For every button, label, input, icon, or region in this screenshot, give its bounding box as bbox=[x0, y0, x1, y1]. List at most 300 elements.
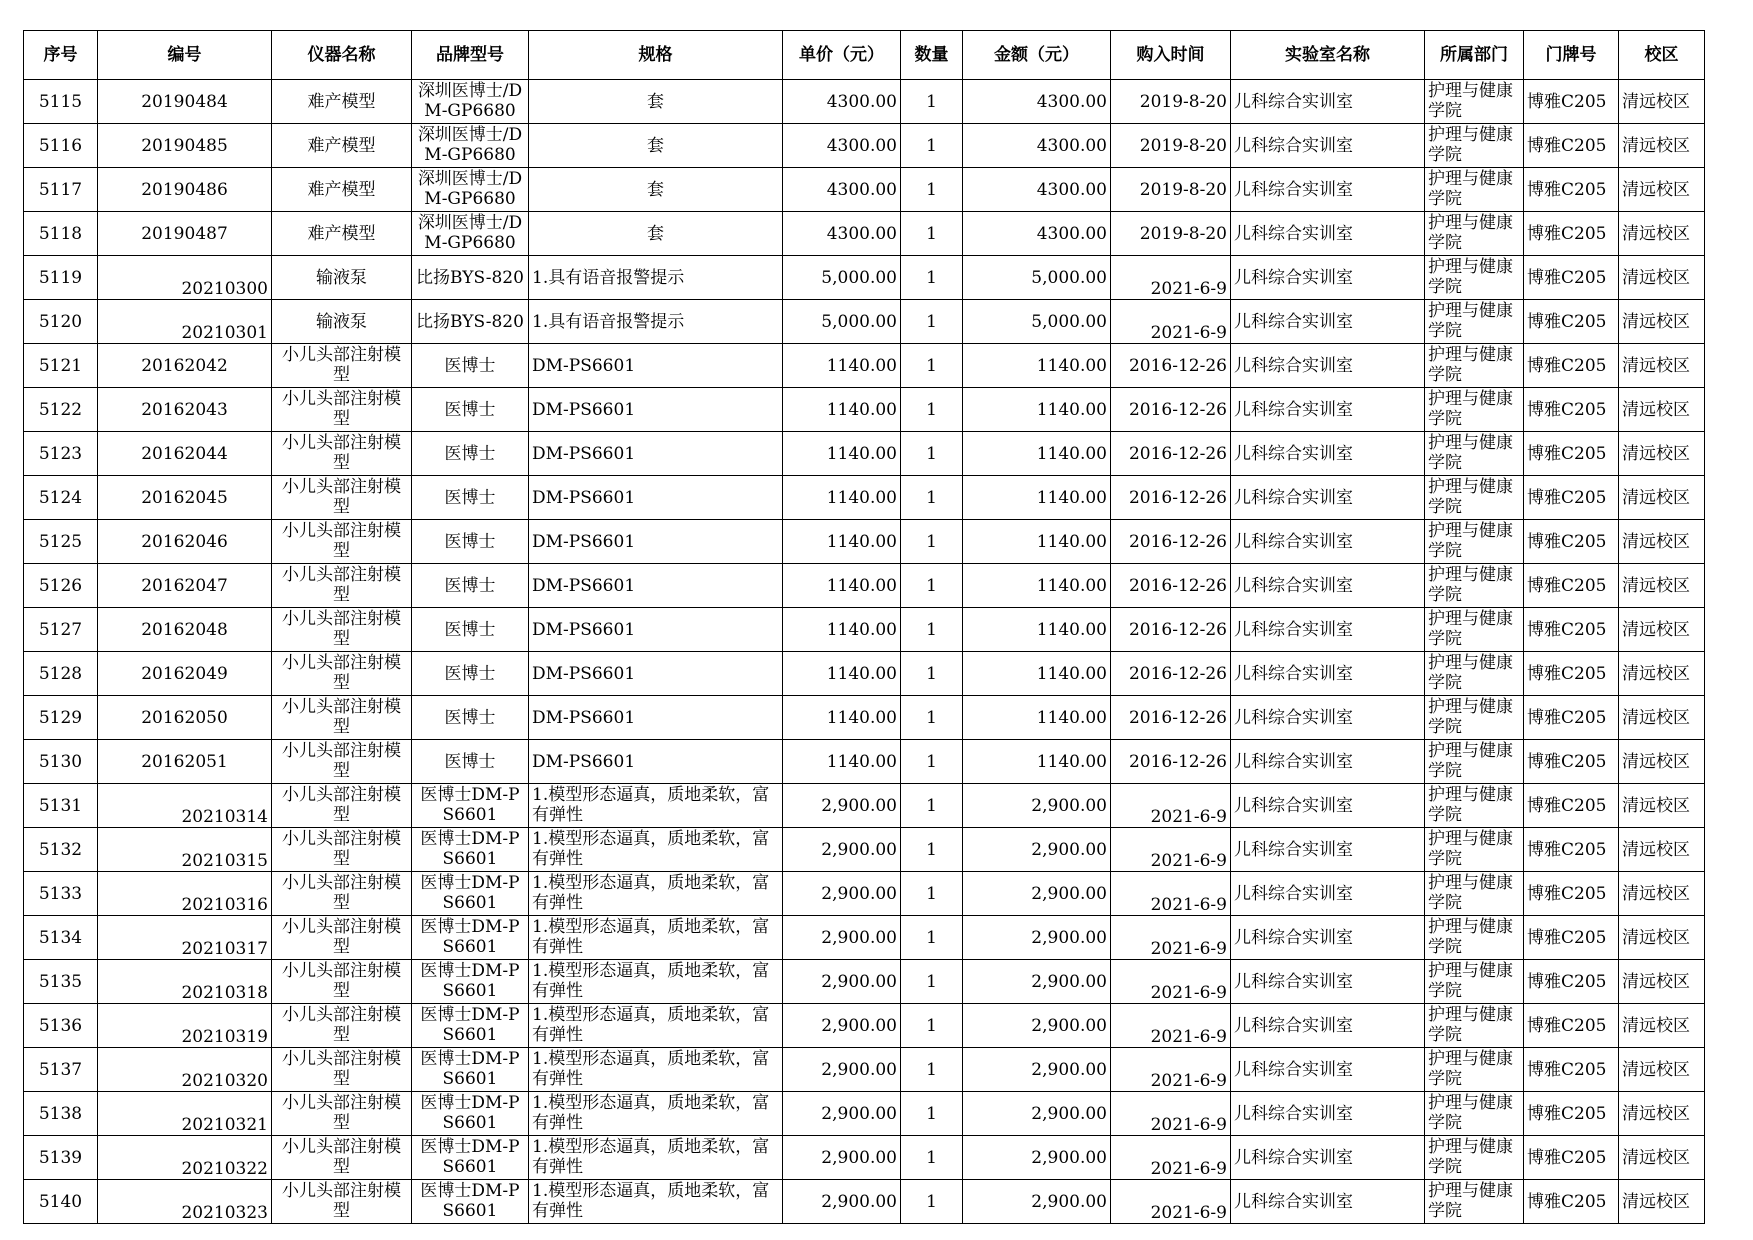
cell-brand[interactable] bbox=[412, 432, 529, 476]
table-row[interactable] bbox=[24, 1004, 1705, 1048]
cell-qty[interactable] bbox=[901, 1048, 963, 1092]
cell-date[interactable] bbox=[1111, 740, 1231, 784]
cell-date[interactable] bbox=[1111, 1048, 1231, 1092]
cell-campus[interactable] bbox=[1619, 80, 1705, 124]
table-row[interactable] bbox=[24, 1048, 1705, 1092]
cell-price[interactable] bbox=[783, 1092, 901, 1136]
header-lab[interactable]: 实验室名称 bbox=[1231, 31, 1425, 80]
cell-dept[interactable] bbox=[1425, 872, 1524, 916]
cell-seq[interactable] bbox=[24, 652, 98, 696]
cell-dept[interactable] bbox=[1425, 916, 1524, 960]
cell-name[interactable] bbox=[272, 432, 412, 476]
cell-room[interactable] bbox=[1524, 1048, 1619, 1092]
cell-lab[interactable] bbox=[1231, 344, 1425, 388]
cell-price[interactable] bbox=[783, 1136, 901, 1180]
header-name[interactable]: 仪器名称 bbox=[272, 31, 412, 80]
cell-date[interactable] bbox=[1111, 388, 1231, 432]
cell-name[interactable] bbox=[272, 124, 412, 168]
cell-date[interactable] bbox=[1111, 168, 1231, 212]
cell-dept[interactable] bbox=[1425, 300, 1524, 344]
cell-lab[interactable] bbox=[1231, 916, 1425, 960]
header-code[interactable]: 编号 bbox=[98, 31, 272, 80]
cell-amount[interactable] bbox=[963, 652, 1111, 696]
cell-price[interactable] bbox=[783, 432, 901, 476]
cell-campus[interactable] bbox=[1619, 784, 1705, 828]
cell-date[interactable] bbox=[1111, 1004, 1231, 1048]
cell-date[interactable] bbox=[1111, 1136, 1231, 1180]
cell-code[interactable] bbox=[98, 520, 272, 564]
cell-qty[interactable] bbox=[901, 124, 963, 168]
cell-room[interactable] bbox=[1524, 960, 1619, 1004]
cell-brand[interactable] bbox=[412, 696, 529, 740]
cell-room[interactable] bbox=[1524, 476, 1619, 520]
cell-qty[interactable] bbox=[901, 608, 963, 652]
cell-campus[interactable] bbox=[1619, 520, 1705, 564]
cell-room[interactable] bbox=[1524, 212, 1619, 256]
cell-date[interactable] bbox=[1111, 1180, 1231, 1224]
cell-price[interactable] bbox=[783, 608, 901, 652]
cell-date[interactable] bbox=[1111, 608, 1231, 652]
cell-date[interactable] bbox=[1111, 652, 1231, 696]
cell-brand[interactable] bbox=[412, 476, 529, 520]
table-row[interactable] bbox=[24, 916, 1705, 960]
cell-campus[interactable] bbox=[1619, 1004, 1705, 1048]
cell-qty[interactable] bbox=[901, 256, 963, 300]
cell-date[interactable] bbox=[1111, 564, 1231, 608]
cell-name[interactable] bbox=[272, 80, 412, 124]
cell-dept[interactable] bbox=[1425, 388, 1524, 432]
cell-qty[interactable] bbox=[901, 916, 963, 960]
cell-amount[interactable] bbox=[963, 696, 1111, 740]
cell-lab[interactable] bbox=[1231, 1136, 1425, 1180]
cell-qty[interactable] bbox=[901, 476, 963, 520]
cell-name[interactable] bbox=[272, 1180, 412, 1224]
cell-name[interactable] bbox=[272, 740, 412, 784]
cell-name[interactable] bbox=[272, 652, 412, 696]
cell-spec[interactable] bbox=[529, 740, 783, 784]
cell-lab[interactable] bbox=[1231, 256, 1425, 300]
cell-seq[interactable] bbox=[24, 740, 98, 784]
cell-campus[interactable] bbox=[1619, 564, 1705, 608]
cell-campus[interactable] bbox=[1619, 1048, 1705, 1092]
cell-dept[interactable] bbox=[1425, 212, 1524, 256]
cell-name[interactable] bbox=[272, 476, 412, 520]
table-row[interactable] bbox=[24, 740, 1705, 784]
cell-spec[interactable] bbox=[529, 80, 783, 124]
cell-room[interactable] bbox=[1524, 388, 1619, 432]
cell-brand[interactable] bbox=[412, 828, 529, 872]
cell-amount[interactable] bbox=[963, 432, 1111, 476]
cell-code[interactable] bbox=[98, 1048, 272, 1092]
cell-dept[interactable] bbox=[1425, 168, 1524, 212]
cell-seq[interactable] bbox=[24, 916, 98, 960]
cell-amount[interactable] bbox=[963, 168, 1111, 212]
table-row[interactable] bbox=[24, 652, 1705, 696]
cell-name[interactable] bbox=[272, 1004, 412, 1048]
cell-amount[interactable] bbox=[963, 1048, 1111, 1092]
cell-code[interactable] bbox=[98, 916, 272, 960]
cell-price[interactable] bbox=[783, 740, 901, 784]
cell-lab[interactable] bbox=[1231, 1092, 1425, 1136]
cell-seq[interactable] bbox=[24, 960, 98, 1004]
cell-spec[interactable] bbox=[529, 1004, 783, 1048]
cell-seq[interactable] bbox=[24, 520, 98, 564]
cell-room[interactable] bbox=[1524, 344, 1619, 388]
cell-spec[interactable] bbox=[529, 1180, 783, 1224]
cell-room[interactable] bbox=[1524, 1092, 1619, 1136]
cell-campus[interactable] bbox=[1619, 608, 1705, 652]
cell-brand[interactable] bbox=[412, 872, 529, 916]
cell-brand[interactable] bbox=[412, 388, 529, 432]
cell-seq[interactable] bbox=[24, 476, 98, 520]
cell-campus[interactable] bbox=[1619, 696, 1705, 740]
cell-campus[interactable] bbox=[1619, 476, 1705, 520]
cell-amount[interactable] bbox=[963, 124, 1111, 168]
cell-code[interactable] bbox=[98, 476, 272, 520]
cell-name[interactable] bbox=[272, 784, 412, 828]
cell-amount[interactable] bbox=[963, 828, 1111, 872]
cell-brand[interactable] bbox=[412, 300, 529, 344]
table-row[interactable] bbox=[24, 476, 1705, 520]
cell-dept[interactable] bbox=[1425, 1004, 1524, 1048]
cell-campus[interactable] bbox=[1619, 960, 1705, 1004]
cell-qty[interactable] bbox=[901, 168, 963, 212]
cell-amount[interactable] bbox=[963, 740, 1111, 784]
cell-dept[interactable] bbox=[1425, 432, 1524, 476]
table-row[interactable] bbox=[24, 608, 1705, 652]
cell-code[interactable] bbox=[98, 1180, 272, 1224]
cell-seq[interactable] bbox=[24, 80, 98, 124]
cell-room[interactable] bbox=[1524, 784, 1619, 828]
table-row[interactable] bbox=[24, 212, 1705, 256]
cell-dept[interactable] bbox=[1425, 520, 1524, 564]
cell-price[interactable] bbox=[783, 696, 901, 740]
header-price[interactable]: 单价（元） bbox=[783, 31, 901, 80]
cell-brand[interactable] bbox=[412, 520, 529, 564]
cell-spec[interactable] bbox=[529, 564, 783, 608]
cell-price[interactable] bbox=[783, 1048, 901, 1092]
table-row[interactable] bbox=[24, 828, 1705, 872]
cell-room[interactable] bbox=[1524, 80, 1619, 124]
cell-qty[interactable] bbox=[901, 1136, 963, 1180]
cell-lab[interactable] bbox=[1231, 564, 1425, 608]
cell-brand[interactable] bbox=[412, 1136, 529, 1180]
cell-date[interactable] bbox=[1111, 828, 1231, 872]
cell-room[interactable] bbox=[1524, 740, 1619, 784]
cell-brand[interactable] bbox=[412, 960, 529, 1004]
cell-brand[interactable] bbox=[412, 168, 529, 212]
cell-spec[interactable] bbox=[529, 608, 783, 652]
cell-campus[interactable] bbox=[1619, 388, 1705, 432]
cell-price[interactable] bbox=[783, 652, 901, 696]
cell-lab[interactable] bbox=[1231, 212, 1425, 256]
cell-room[interactable] bbox=[1524, 168, 1619, 212]
table-row[interactable] bbox=[24, 1180, 1705, 1224]
cell-seq[interactable] bbox=[24, 256, 98, 300]
cell-date[interactable] bbox=[1111, 432, 1231, 476]
cell-brand[interactable] bbox=[412, 1180, 529, 1224]
cell-room[interactable] bbox=[1524, 608, 1619, 652]
cell-lab[interactable] bbox=[1231, 124, 1425, 168]
cell-room[interactable] bbox=[1524, 916, 1619, 960]
header-qty[interactable]: 数量 bbox=[901, 31, 963, 80]
cell-seq[interactable] bbox=[24, 564, 98, 608]
cell-brand[interactable] bbox=[412, 652, 529, 696]
table-row[interactable] bbox=[24, 520, 1705, 564]
cell-brand[interactable] bbox=[412, 1092, 529, 1136]
cell-code[interactable] bbox=[98, 960, 272, 1004]
cell-spec[interactable] bbox=[529, 1136, 783, 1180]
cell-dept[interactable] bbox=[1425, 828, 1524, 872]
cell-name[interactable] bbox=[272, 872, 412, 916]
cell-lab[interactable] bbox=[1231, 740, 1425, 784]
cell-qty[interactable] bbox=[901, 696, 963, 740]
cell-campus[interactable] bbox=[1619, 124, 1705, 168]
table-row[interactable] bbox=[24, 80, 1705, 124]
cell-code[interactable] bbox=[98, 432, 272, 476]
cell-price[interactable] bbox=[783, 256, 901, 300]
cell-room[interactable] bbox=[1524, 1180, 1619, 1224]
cell-seq[interactable] bbox=[24, 608, 98, 652]
cell-price[interactable] bbox=[783, 476, 901, 520]
table-row[interactable] bbox=[24, 432, 1705, 476]
cell-price[interactable] bbox=[783, 388, 901, 432]
cell-code[interactable] bbox=[98, 872, 272, 916]
table-row[interactable] bbox=[24, 1136, 1705, 1180]
cell-date[interactable] bbox=[1111, 960, 1231, 1004]
cell-price[interactable] bbox=[783, 784, 901, 828]
cell-amount[interactable] bbox=[963, 256, 1111, 300]
cell-date[interactable] bbox=[1111, 344, 1231, 388]
cell-dept[interactable] bbox=[1425, 564, 1524, 608]
table-row[interactable] bbox=[24, 784, 1705, 828]
cell-room[interactable] bbox=[1524, 872, 1619, 916]
cell-price[interactable] bbox=[783, 1180, 901, 1224]
cell-date[interactable] bbox=[1111, 80, 1231, 124]
cell-amount[interactable] bbox=[963, 608, 1111, 652]
cell-qty[interactable] bbox=[901, 80, 963, 124]
cell-lab[interactable] bbox=[1231, 872, 1425, 916]
cell-lab[interactable] bbox=[1231, 388, 1425, 432]
cell-dept[interactable] bbox=[1425, 696, 1524, 740]
cell-spec[interactable] bbox=[529, 916, 783, 960]
cell-code[interactable] bbox=[98, 344, 272, 388]
cell-spec[interactable] bbox=[529, 784, 783, 828]
cell-brand[interactable] bbox=[412, 124, 529, 168]
cell-name[interactable] bbox=[272, 564, 412, 608]
cell-amount[interactable] bbox=[963, 1136, 1111, 1180]
cell-campus[interactable] bbox=[1619, 168, 1705, 212]
cell-code[interactable] bbox=[98, 124, 272, 168]
cell-brand[interactable] bbox=[412, 916, 529, 960]
cell-price[interactable] bbox=[783, 344, 901, 388]
cell-dept[interactable] bbox=[1425, 80, 1524, 124]
cell-qty[interactable] bbox=[901, 740, 963, 784]
cell-seq[interactable] bbox=[24, 124, 98, 168]
cell-brand[interactable] bbox=[412, 212, 529, 256]
cell-seq[interactable] bbox=[24, 1004, 98, 1048]
cell-amount[interactable] bbox=[963, 476, 1111, 520]
cell-campus[interactable] bbox=[1619, 256, 1705, 300]
cell-name[interactable] bbox=[272, 1048, 412, 1092]
cell-brand[interactable] bbox=[412, 80, 529, 124]
table-row[interactable] bbox=[24, 960, 1705, 1004]
cell-amount[interactable] bbox=[963, 1180, 1111, 1224]
cell-spec[interactable] bbox=[529, 476, 783, 520]
header-amount[interactable]: 金额（元） bbox=[963, 31, 1111, 80]
cell-qty[interactable] bbox=[901, 1180, 963, 1224]
cell-spec[interactable] bbox=[529, 212, 783, 256]
cell-lab[interactable] bbox=[1231, 784, 1425, 828]
cell-room[interactable] bbox=[1524, 1136, 1619, 1180]
cell-dept[interactable] bbox=[1425, 740, 1524, 784]
cell-name[interactable] bbox=[272, 916, 412, 960]
cell-lab[interactable] bbox=[1231, 1048, 1425, 1092]
cell-spec[interactable] bbox=[529, 256, 783, 300]
cell-code[interactable] bbox=[98, 388, 272, 432]
cell-lab[interactable] bbox=[1231, 652, 1425, 696]
cell-brand[interactable] bbox=[412, 1048, 529, 1092]
cell-code[interactable] bbox=[98, 212, 272, 256]
cell-code[interactable] bbox=[98, 784, 272, 828]
table-row[interactable] bbox=[24, 124, 1705, 168]
cell-code[interactable] bbox=[98, 696, 272, 740]
cell-room[interactable] bbox=[1524, 828, 1619, 872]
cell-dept[interactable] bbox=[1425, 1180, 1524, 1224]
cell-campus[interactable] bbox=[1619, 344, 1705, 388]
cell-qty[interactable] bbox=[901, 1004, 963, 1048]
cell-code[interactable] bbox=[98, 740, 272, 784]
cell-amount[interactable] bbox=[963, 300, 1111, 344]
cell-campus[interactable] bbox=[1619, 1180, 1705, 1224]
cell-spec[interactable] bbox=[529, 872, 783, 916]
cell-name[interactable] bbox=[272, 344, 412, 388]
cell-name[interactable] bbox=[272, 168, 412, 212]
cell-code[interactable] bbox=[98, 828, 272, 872]
cell-amount[interactable] bbox=[963, 80, 1111, 124]
cell-campus[interactable] bbox=[1619, 1136, 1705, 1180]
cell-price[interactable] bbox=[783, 168, 901, 212]
cell-room[interactable] bbox=[1524, 696, 1619, 740]
table-row[interactable] bbox=[24, 168, 1705, 212]
cell-code[interactable] bbox=[98, 652, 272, 696]
cell-amount[interactable] bbox=[963, 1004, 1111, 1048]
cell-qty[interactable] bbox=[901, 300, 963, 344]
cell-lab[interactable] bbox=[1231, 476, 1425, 520]
cell-qty[interactable] bbox=[901, 828, 963, 872]
cell-date[interactable] bbox=[1111, 784, 1231, 828]
cell-date[interactable] bbox=[1111, 872, 1231, 916]
cell-room[interactable] bbox=[1524, 124, 1619, 168]
cell-qty[interactable] bbox=[901, 344, 963, 388]
header-date[interactable]: 购入时间 bbox=[1111, 31, 1231, 80]
cell-amount[interactable] bbox=[963, 916, 1111, 960]
cell-price[interactable] bbox=[783, 80, 901, 124]
header-room[interactable]: 门牌号 bbox=[1524, 31, 1619, 80]
cell-qty[interactable] bbox=[901, 960, 963, 1004]
cell-dept[interactable] bbox=[1425, 476, 1524, 520]
table-row[interactable] bbox=[24, 256, 1705, 300]
cell-brand[interactable] bbox=[412, 344, 529, 388]
cell-brand[interactable] bbox=[412, 564, 529, 608]
cell-brand[interactable] bbox=[412, 608, 529, 652]
cell-qty[interactable] bbox=[901, 388, 963, 432]
cell-campus[interactable] bbox=[1619, 432, 1705, 476]
cell-dept[interactable] bbox=[1425, 608, 1524, 652]
cell-name[interactable] bbox=[272, 212, 412, 256]
cell-room[interactable] bbox=[1524, 432, 1619, 476]
cell-qty[interactable] bbox=[901, 564, 963, 608]
cell-lab[interactable] bbox=[1231, 828, 1425, 872]
cell-code[interactable] bbox=[98, 300, 272, 344]
cell-date[interactable] bbox=[1111, 476, 1231, 520]
cell-seq[interactable] bbox=[24, 1136, 98, 1180]
cell-spec[interactable] bbox=[529, 168, 783, 212]
cell-brand[interactable] bbox=[412, 1004, 529, 1048]
header-dept[interactable]: 所属部门 bbox=[1425, 31, 1524, 80]
cell-name[interactable] bbox=[272, 300, 412, 344]
cell-seq[interactable] bbox=[24, 1048, 98, 1092]
cell-qty[interactable] bbox=[901, 784, 963, 828]
cell-spec[interactable] bbox=[529, 960, 783, 1004]
cell-spec[interactable] bbox=[529, 300, 783, 344]
cell-lab[interactable] bbox=[1231, 1004, 1425, 1048]
header-campus[interactable]: 校区 bbox=[1619, 31, 1705, 80]
cell-amount[interactable] bbox=[963, 388, 1111, 432]
cell-dept[interactable] bbox=[1425, 1048, 1524, 1092]
cell-price[interactable] bbox=[783, 828, 901, 872]
cell-campus[interactable] bbox=[1619, 916, 1705, 960]
cell-lab[interactable] bbox=[1231, 1180, 1425, 1224]
cell-price[interactable] bbox=[783, 872, 901, 916]
header-seq[interactable]: 序号 bbox=[24, 31, 98, 80]
cell-amount[interactable] bbox=[963, 872, 1111, 916]
cell-price[interactable] bbox=[783, 564, 901, 608]
cell-dept[interactable] bbox=[1425, 652, 1524, 696]
cell-price[interactable] bbox=[783, 916, 901, 960]
cell-seq[interactable] bbox=[24, 344, 98, 388]
cell-seq[interactable] bbox=[24, 1092, 98, 1136]
cell-date[interactable] bbox=[1111, 212, 1231, 256]
cell-amount[interactable] bbox=[963, 960, 1111, 1004]
cell-amount[interactable] bbox=[963, 1092, 1111, 1136]
cell-brand[interactable] bbox=[412, 740, 529, 784]
cell-dept[interactable] bbox=[1425, 256, 1524, 300]
table-row[interactable] bbox=[24, 696, 1705, 740]
cell-dept[interactable] bbox=[1425, 124, 1524, 168]
cell-seq[interactable] bbox=[24, 388, 98, 432]
cell-spec[interactable] bbox=[529, 1048, 783, 1092]
cell-code[interactable] bbox=[98, 168, 272, 212]
cell-spec[interactable] bbox=[529, 828, 783, 872]
cell-campus[interactable] bbox=[1619, 212, 1705, 256]
cell-date[interactable] bbox=[1111, 1092, 1231, 1136]
cell-dept[interactable] bbox=[1425, 960, 1524, 1004]
cell-price[interactable] bbox=[783, 1004, 901, 1048]
cell-code[interactable] bbox=[98, 564, 272, 608]
cell-spec[interactable] bbox=[529, 520, 783, 564]
table-row[interactable] bbox=[24, 388, 1705, 432]
cell-seq[interactable] bbox=[24, 432, 98, 476]
cell-name[interactable] bbox=[272, 828, 412, 872]
cell-campus[interactable] bbox=[1619, 300, 1705, 344]
cell-date[interactable] bbox=[1111, 916, 1231, 960]
cell-seq[interactable] bbox=[24, 168, 98, 212]
cell-date[interactable] bbox=[1111, 300, 1231, 344]
cell-amount[interactable] bbox=[963, 564, 1111, 608]
cell-amount[interactable] bbox=[963, 520, 1111, 564]
cell-name[interactable] bbox=[272, 520, 412, 564]
